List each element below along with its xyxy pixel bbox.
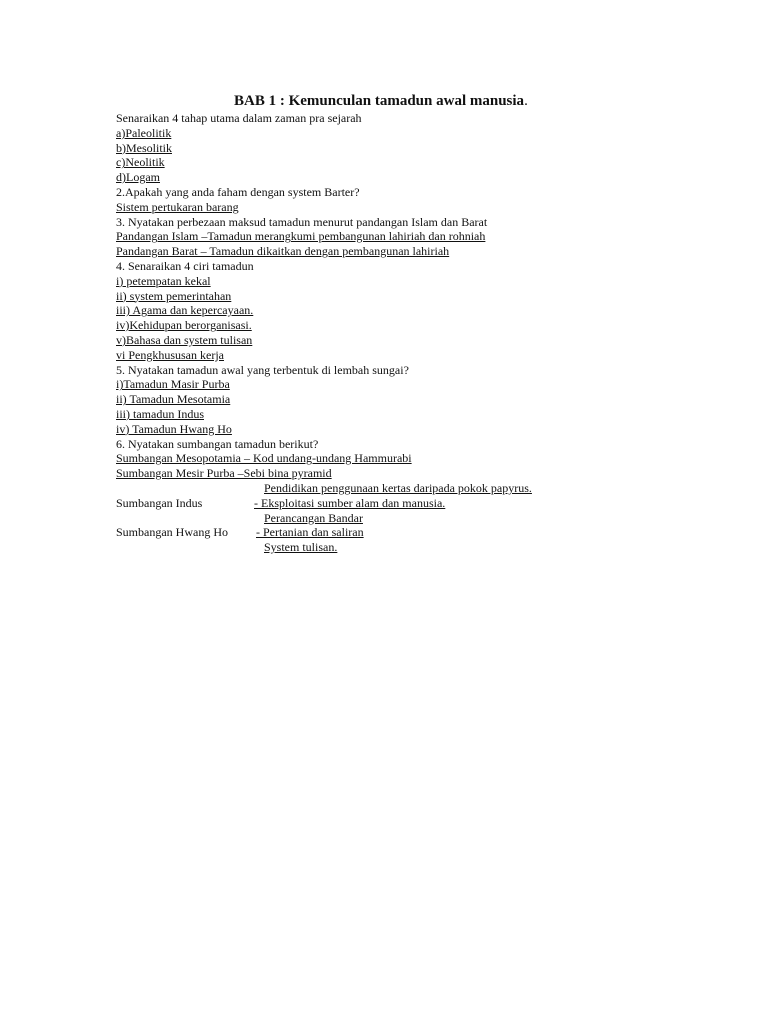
q4-answer-5: v)Bahasa dan system tulisan bbox=[116, 332, 253, 347]
q1-answer-b: b)Mesolitik bbox=[116, 140, 172, 155]
q5-answer-4: iv) Tamadun Hwang Ho bbox=[116, 421, 232, 436]
q2-question: 2.Apakah yang anda faham dengan system Barter? bbox=[116, 184, 360, 199]
q6-hwangho-2: System tulisan. bbox=[264, 540, 338, 555]
q5-question: 5. Nyatakan tamadun awal yang terbentuk di lembah sungai? bbox=[116, 362, 409, 377]
q6-indus-1: - Eksploitasi sumber alam dan manusia. bbox=[254, 495, 446, 510]
q5-answer-3: iii) tamadun Indus bbox=[116, 406, 204, 421]
q4-answer-3: iii) Agama dan kepercayaan. bbox=[116, 303, 254, 318]
q5-answer-2: ii) Tamadun Mesotamia bbox=[116, 392, 231, 407]
q5-answer-1: i)Tamadun Masir Purba bbox=[116, 377, 230, 392]
q6-hwangho-label: Sumbangan Hwang Ho bbox=[116, 525, 228, 540]
page-title bbox=[234, 93, 528, 110]
q6-mesir-2: Pendidikan penggunaan kertas daripada pokok papyrus. bbox=[264, 480, 532, 495]
q1-answer-d: d)Logam bbox=[116, 170, 160, 185]
q6-mesopotamia: Sumbangan Mesopotamia – Kod undang-undang Hammurabi bbox=[116, 451, 412, 466]
q1-answer-c: c)Neolitik bbox=[116, 155, 165, 170]
q6-question: 6. Nyatakan sumbangan tamadun berikut? bbox=[116, 436, 319, 451]
q6-mesir: Sumbangan Mesir Purba –Sebi bina pyramid bbox=[116, 466, 332, 481]
q4-answer-1: i) petempatan kekal bbox=[116, 273, 211, 288]
q1-question: Senaraikan 4 tahap utama dalam zaman pra sejarah bbox=[116, 111, 362, 125]
q4-answer-6: vi Pengkhususan kerja bbox=[116, 347, 224, 362]
q4-answer-2: ii) system pemerintahan bbox=[116, 288, 232, 303]
q6-indus-row-2 bbox=[116, 511, 756, 526]
q3-answer-barat: Pandangan Barat – Tamadun dikaitkan dengan pembangunan lahiriah bbox=[116, 244, 450, 259]
title-period: . bbox=[524, 93, 528, 109]
q6-hwangho-row-2 bbox=[116, 540, 756, 555]
document-body bbox=[116, 111, 756, 555]
q2-answer: Sistem pertukaran barang bbox=[116, 199, 239, 214]
q6-hwangho-1: - Pertanian dan saliran bbox=[256, 525, 364, 540]
q6-indus-2: Perancangan Bandar bbox=[264, 510, 363, 525]
q4-answer-4: iv)Kehidupan berorganisasi. bbox=[116, 318, 252, 333]
q6-indus-label: Sumbangan Indus bbox=[116, 495, 203, 510]
q1-answer-a: a)Paleolitik bbox=[116, 125, 172, 140]
q6-mesir-row-2 bbox=[116, 481, 756, 496]
q6-hwangho-row bbox=[116, 525, 756, 540]
title-text: BAB 1 : Kemunculan tamadun awal manusia bbox=[234, 93, 525, 109]
q3-question: 3. Nyatakan perbezaan maksud tamadun menurut pandangan Islam dan Barat bbox=[116, 214, 488, 229]
q4-question: 4. Senaraikan 4 ciri tamadun bbox=[116, 258, 254, 273]
q3-answer-islam: Pandangan Islam –Tamadun merangkumi pembangunan lahiriah dan rohniah bbox=[116, 229, 486, 244]
q6-indus-row bbox=[116, 496, 756, 511]
